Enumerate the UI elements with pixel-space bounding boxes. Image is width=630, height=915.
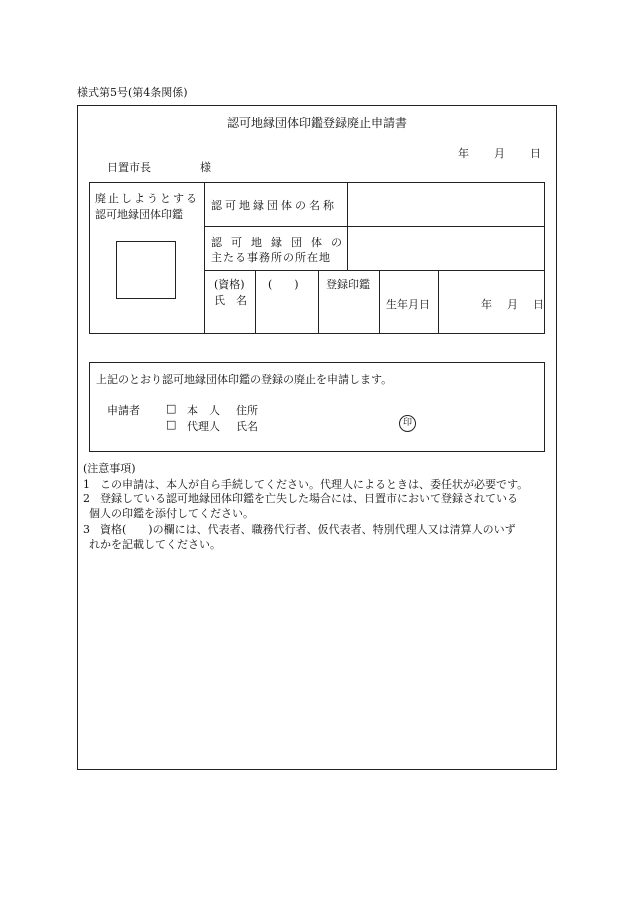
addressee-honorific: 様 [200,161,211,174]
office-address-label-line1: 認可地縁団体の [211,236,351,249]
registered-seal-label: 登録印鑑 [326,278,370,291]
name-label: 氏 名 [214,294,247,307]
note-3-number: 3 [83,523,90,536]
proxy-label: 代理人 [187,420,220,433]
date-year: 年 [458,147,469,160]
birth-date-label: 生年月日 [386,298,430,311]
group-name-label: 認可地縁団体の名称 [211,199,337,212]
seal-section-line2: 認可地縁団体印鑑 [95,208,183,221]
form-title: 認可地縁団体印鑑登録廃止申請書 [226,116,407,130]
office-address-label-line2: 主たる事務所の所在地 [211,251,331,264]
proxy-checkbox[interactable]: □ [166,418,177,431]
seal-impression-box [116,241,176,299]
date-day: 日 [530,147,541,160]
form-number: 様式第5号(第4条関係) [77,86,188,99]
note-3-text: 資格( )の欄には、代表者、職務代行者、仮代表者、特別代理人又は清算人のいず [100,523,516,536]
seal-mark-icon: 印 [399,415,416,432]
qualification-paren: ( ) [268,278,299,291]
applicant-name-label: 氏名 [236,420,258,433]
birth-date-ymd: 年 月 日 [481,298,546,311]
note-1-text: この申請は、本人が自ら手続してください。代理人によるときは、委任状が必要です。 [100,478,529,491]
address-label: 住所 [236,404,258,417]
note-2-text: 登録している認可地縁団体印鑑を亡失した場合には、日置市において登録されている [100,492,518,505]
note-2-number: 2 [83,492,90,505]
seal-section-line1: 廃止しようとする [95,192,199,205]
self-checkbox[interactable]: □ [166,402,177,415]
note-1-number: 1 [83,478,90,491]
notes-heading: (注意事項) [83,462,136,475]
date-month: 月 [494,147,505,160]
statement-text: 上記のとおり認可地縁団体印鑑の登録の廃止を申請します。 [96,373,393,386]
applicant-label: 申請者 [107,404,140,417]
qualification-label: (資格) [214,278,245,291]
addressee-name: 日置市長 [107,161,151,174]
note-2-continuation: 個人の印鑑を添付してください。 [89,507,254,520]
self-label: 本 人 [187,404,220,417]
note-3-continuation: れかを記載してください。 [89,538,221,551]
